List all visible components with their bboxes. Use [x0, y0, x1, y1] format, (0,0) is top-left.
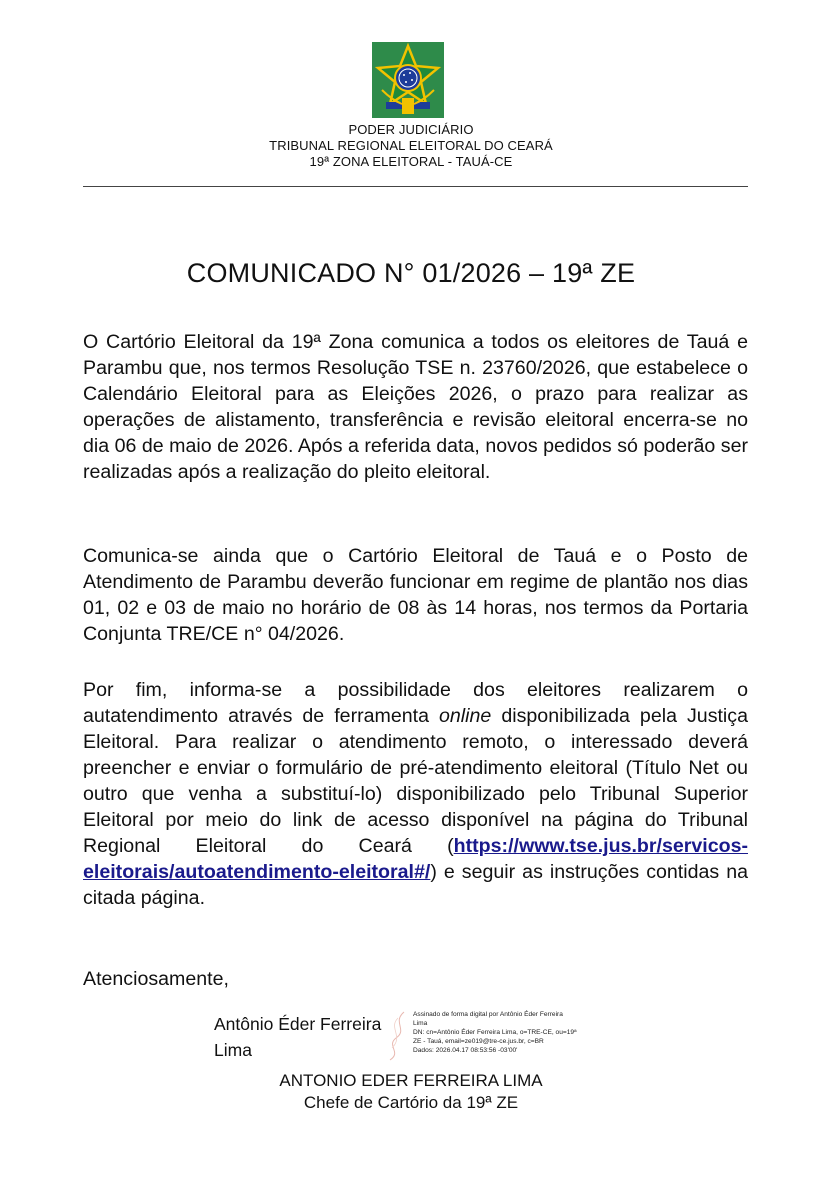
digital-signature-line: Dados: 2026.04.17 08:53:56 -03'00' [413, 1047, 518, 1055]
signature-name-line: Lima [214, 1040, 252, 1060]
digital-signature-line: DN: cn=Antônio Éder Ferreira Lima, o=TRE-CE, ou=19ª [413, 1029, 577, 1037]
digital-signature-details [413, 1010, 623, 1055]
brazil-coat-of-arms-icon [372, 42, 444, 118]
header-line-zona: 19ª ZONA ELEITORAL - TAUÁ-CE [309, 154, 513, 169]
paragraph-prazo: O Cartório Eleitoral da 19ª Zona comunica a todos os eleitores de Tauá e Parambu que, nos termos Resolução TSE n. 23760/2026, que estabelece o Calendário Eleitoral para as Eleições 2026, o prazo para realizar as operações de alistamento, transferência e revisão eleitoral encerra-se no dia 06 de maio de 2026. Após a referida data, novos pedidos só poderão ser realizadas após a realização do pleito eleitoral. [83, 331, 748, 483]
online-emphasis: online [439, 705, 492, 727]
paragraph-plantao: Comunica-se ainda que o Cartório Eleitoral de Tauá e o Posto de Atendimento de Parambu deverão funcionar em regime de plantão nos dias 01, 02 e 03 de maio no horário de 08 às 14 horas, nos termos da Portaria Conjunta TRE/CE n° 04/2026. [83, 545, 748, 645]
signature-name-line: Antônio Éder Ferreira [214, 1014, 382, 1034]
header-line-poder: PODER JUDICIÁRIO [348, 122, 474, 137]
signature-stroke-icon [374, 1008, 414, 1064]
autoatendimento-link[interactable]: https://www.tse.jus.br/servicos-eleitorais/autoatendimento-eleitoral#/ [83, 835, 748, 883]
document-title: COMUNICADO N° 01/2026 – 19ª ZE [186, 258, 636, 288]
signer-printed-name: ANTONIO EDER FERREIRA LIMA [279, 1071, 543, 1090]
header-divider [83, 186, 748, 187]
digital-signature-line: ZE - Tauá, email=ze019@tre-ce.jus.br, c=BR [413, 1038, 544, 1046]
signer-role: Chefe de Cartório da 19ª ZE [303, 1093, 519, 1112]
digital-signature-line: Assinado de forma digital por Antônio Éder Ferreira [413, 1011, 563, 1018]
paragraph-autoatendimento [83, 677, 748, 911]
paragraph-text: disponibilizada pela Justiça Eleitoral. Para realizar o atendimento remoto, o interessado deverá preencher e enviar o formulário de pré-atendimento eleitoral (Título Net ou outro que venha a substituí-lo) disponibilizado pelo Tribunal Superior Eleitoral por meio do link de acesso disponível na página do Tribunal Regional Eleitoral do Ceará ( [83, 705, 748, 857]
closing-text: Atenciosamente, [83, 968, 229, 990]
paragraph-text: Por fim, informa-se a possibilidade dos eleitores realizarem o autatendimento através de ferramenta [83, 679, 748, 727]
paragraph-text: ) e seguir as instruções contidas na citada página. [83, 861, 748, 909]
digital-signature-line: Lima [413, 1020, 428, 1028]
header-line-tribunal: TRIBUNAL REGIONAL ELEITORAL DO CEARÁ [269, 138, 553, 153]
